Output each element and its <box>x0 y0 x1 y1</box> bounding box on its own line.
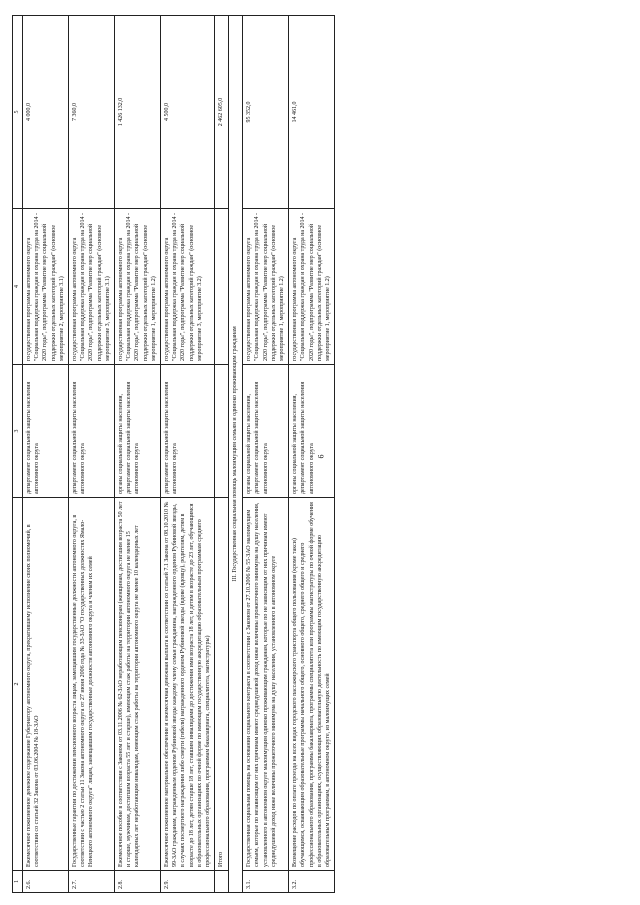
col-number: 1 <box>13 871 23 893</box>
subtotal-amount: 2 462 605,0 <box>215 16 229 209</box>
col-number: 5 <box>13 16 23 209</box>
table-row <box>115 16 161 893</box>
executor-cell: органы социальной защиты населения, департамент социальной защиты населения автономного округа <box>115 365 161 498</box>
program-cell: государственная программа автономного округа "Социальная поддержка граждан и охрана труда на 2014 - 2020 годы", подпрограмма "Развитие мер социальной поддержки отдельных категорий граждан" (основное мероприятие 1, мероприятие 1.2) <box>289 209 335 365</box>
section-title: III. Государственная социальная помощь малоимущим семьям и одиноко проживающим гражданам <box>229 16 243 893</box>
row-number: 3.2. <box>289 871 335 893</box>
subtotal-label: Итого <box>215 498 229 871</box>
table-row <box>23 16 69 893</box>
col-number: 4 <box>13 209 23 365</box>
table-row <box>243 16 289 893</box>
table-row <box>289 16 335 893</box>
amount-cell: 4 500,0 <box>161 16 215 209</box>
table-row <box>69 16 115 893</box>
measure-cell: Ежемесячное пожизненное денежное содержание Губернатору автономного округа, прекратившему исполнение своих полномочий, в соответствии со статьей 32 Закона от 03.06.2004 № 18-ЗАО <box>23 498 69 871</box>
program-cell: государственная программа автономного округа "Социальная поддержка граждан и охрана труда на 2014 - 2020 годы", подпрограмма "Развитие мер социальной поддержки отдельных категорий граждан" (основное мероприятие 3, мероприятие 3.2) <box>161 209 215 365</box>
amount-cell: 14 461,0 <box>289 16 335 209</box>
program-cell: государственная программа автономного округа "Социальная поддержка граждан и охрана труда на 2014 - 2020 годы", подпрограмма "Развитие мер социальной поддержки отдельных категорий граждан" (основное мероприятие 1, мероприятие 1.2) <box>115 209 161 365</box>
measure-cell: Государственная социальная помощь на основании социального контракта в соответствии с Законом от 27.10.2006 № 55-ЗАО малоимущим семьям, которые по независящим от них причинам имеют среднедушевой доход ниже величины прожиточного минимума на душу населения, установленного в автономном округе малоимущим одиноко проживающим гражданам, которые по не зависящим от них причинам имеют среднедушевой доход ниже величины прожиточного минимума на душу населения, установленного в автономном округе <box>243 498 289 871</box>
executor-cell: органы социальной защиты населения, департамент социальной защиты населения автономного округа <box>243 365 289 498</box>
executor-cell: департамент социальной защиты населения автономного округа <box>23 365 69 498</box>
measure-cell: Возмещение расходов по оплате проезда на всех видах городского пассажирского транспорта общего пользования (кроме такси) обучающимся, осваивающим образовательные программы начального общего, основного общего, среднего общего и среднего профессионального образования, программы бакалавриата, программы специалитета или программы магистратуры по очной форме обучения в образовательных организациях, осуществляющих образовательную деятельность по имеющим государственную аккредитацию образовательным программам, в автономном округе, из малоимущих семей <box>289 498 335 871</box>
column-number-row <box>13 16 23 893</box>
executor-cell: органы социальной защиты населения, департамент социальной защиты населения автономного округа <box>289 365 335 498</box>
subtotal-empty <box>215 871 229 893</box>
executor-cell: департамент социальной защиты населения автономного округа <box>161 365 215 498</box>
measure-cell: Ежемесячное пожизненное материальное обеспечение и ежемесячная денежная выплата в соответствии со статьей 7.1 Закона от 08.10.2010 № 99-ЗАО гражданам, награжденным орденом Рубиновой звезды каждому члену семьи гражданина, награжденного орденом Рубиновой звезды, в случаях посмертного награждения либо смерти (гибели) награжденного орденом Рубиновой звезды (вдове (вдовцу), родителям, детям в возрасте до 18 лет, детям старше 18 лет, ставшим инвалидами до достижения ими возраста 18 лет, и детям в возрасте до 23 лет, обучающимся в образовательных организациях по очной форме по имеющим государственную аккредитацию образовательным программам среднего профессионального образования, программам бакалавриата, специалитета, магистратуры) <box>161 498 215 871</box>
rotated-content <box>12 16 626 893</box>
row-number: 2.7. <box>69 871 115 893</box>
program-cell: государственная программа автономного округа "Социальная поддержка граждан и охрана труда на 2014 - 2020 годы", подпрограмма "Развитие мер социальной поддержки отдельных категорий граждан" (основное мероприятие 3, мероприятие 3.1) <box>69 209 115 365</box>
amount-cell: 4 000,0 <box>23 16 69 209</box>
measure-cell: Государственные гарантии по достижении пенсионного возраста лицам, замещавшим государственные должности автономного округа, в соответствии с частью 2 статьи 11 Закона автономного округа от 27 июня 2006 года № 33-ЗАО "О государственных должностях Ямало-Ненецкого автономного округа" лицам, замещавшим государственные должности автономного округа и членам их семей <box>69 498 115 871</box>
program-table <box>12 15 335 893</box>
table-row <box>161 16 215 893</box>
subtotal-empty <box>215 209 229 365</box>
col-number: 2 <box>13 498 23 871</box>
executor-cell: департамент социальной защиты населения автономного округа <box>69 365 115 498</box>
row-number: 2.6. <box>23 871 69 893</box>
page-number: 6 <box>316 454 326 459</box>
row-number: 3.1. <box>243 871 289 893</box>
row-number: 2.9. <box>161 871 215 893</box>
program-cell: государственная программа автономного округа "Социальная поддержка граждан и охрана труда на 2014 - 2020 годы", подпрограмма "Развитие мер социальной поддержки отдельных категорий граждан" (основное мероприятие 1, мероприятие 1.2) <box>243 209 289 365</box>
subtotal-empty <box>215 365 229 498</box>
amount-cell: 95 352,0 <box>243 16 289 209</box>
amount-cell: 7 360,0 <box>69 16 115 209</box>
col-number: 3 <box>13 365 23 498</box>
amount-cell: 1 426 132,0 <box>115 16 161 209</box>
measure-cell: Ежемесячное пособие в соответствии с Законом от 03.11.2006 № 62-ЗАО неработающим пенсионерам (женщинам, достигшим возраста 50 лет и старше, мужчинам, достигшим возраста 55 лет и старше), имеющим стаж работы на территории автономного округа не менее 15 календарных лет неработающим инвалидам, имеющим стаж работы на территории автономного округа не менее 10 календарных лет <box>115 498 161 871</box>
row-number: 2.8. <box>115 871 161 893</box>
section-header-row <box>229 16 243 893</box>
program-cell: государственная программа автономного округа "Социальная поддержка граждан и охрана труда на 2014 - 2020 годы", подпрограмма "Развитие мер социальной поддержки отдельных категорий граждан" (основное мероприятие 2, мероприятие 3.1) <box>23 209 69 365</box>
subtotal-row <box>215 16 229 893</box>
